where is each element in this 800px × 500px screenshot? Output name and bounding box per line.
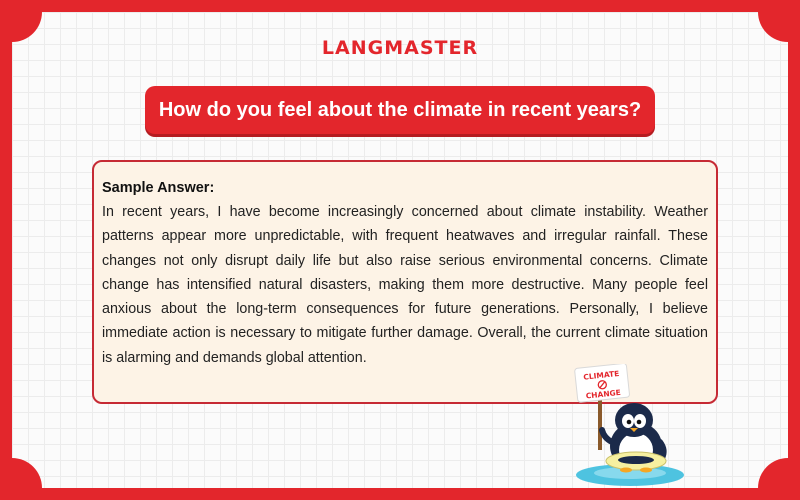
question-banner <box>145 86 655 134</box>
corner-decoration <box>758 458 788 488</box>
question-text: How do you feel about the climate in recent years? <box>158 98 642 121</box>
brand-logo: LANGMASTER <box>321 37 479 59</box>
answer-heading: Sample Answer: <box>102 180 215 196</box>
corner-decoration <box>12 458 42 488</box>
sign-text-bottom: CHANGE <box>585 387 622 401</box>
climate-sign <box>574 364 629 402</box>
sign-text-top: CLIMATE <box>582 368 620 382</box>
penguin-illustration <box>570 364 690 488</box>
answer-text: In recent years, I have become increasingly concerned about climate instability. Weather patterns appear more unpredictable, with frequent heatwaves and irregular rainfall. These changes not only disrupt daily life but also raise serious environmental concerns. Climate change has intensified natural disasters, making them more destructive. Many people feel anxious about the long-term consequences for future generations. Personally, I believe immediate action is necessary to mitigate further damage. Overall, the current climate situation is alarming and demands global attention. <box>102 204 708 366</box>
content-card <box>12 12 788 488</box>
